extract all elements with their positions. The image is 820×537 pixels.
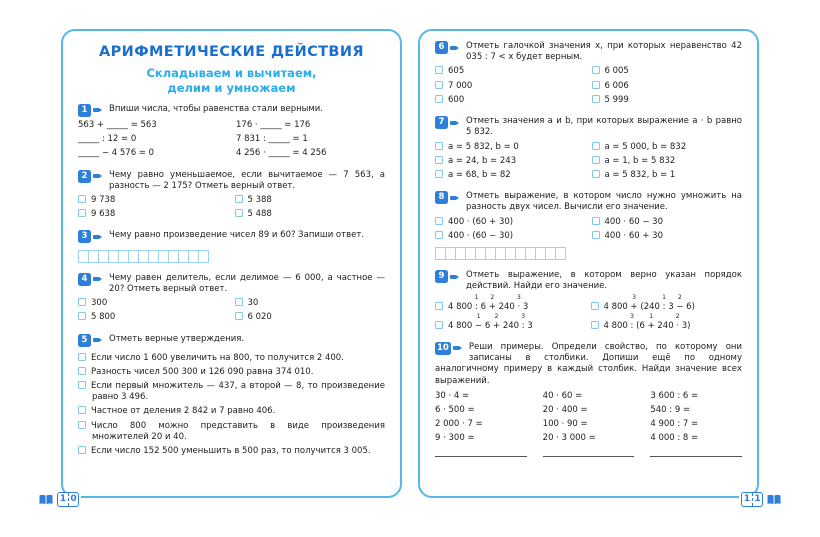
task-5-badge (78, 334, 102, 347)
exercise-columns (435, 387, 742, 457)
task-6-badge (435, 41, 459, 54)
checkbox[interactable] (435, 321, 443, 329)
task-1 (78, 104, 385, 160)
exercise[interactable]: 40 · 60 = (542, 390, 583, 401)
page-number-digit: 1 (752, 493, 762, 506)
pencil-icon (450, 121, 459, 125)
options-column (78, 195, 229, 220)
order-digit: 2 (677, 294, 682, 301)
right-page-footer (739, 492, 784, 507)
options-column (592, 217, 743, 242)
expression (603, 294, 695, 312)
checkbox[interactable] (591, 302, 599, 310)
checkbox[interactable] (78, 353, 86, 361)
answer-cells-row[interactable] (78, 247, 385, 263)
term: 3) (681, 320, 691, 331)
term: 4 800 (448, 320, 473, 331)
page-number-digit: 0 (68, 493, 78, 506)
option-label: 9 738 (91, 194, 116, 205)
option-label: 5 488 (247, 209, 272, 220)
statement-list (78, 347, 385, 458)
task-text: Отметь выражение, в котором число нужно умножить на разность двух чисел. Вычисли его значение. (466, 191, 742, 213)
task-6 (435, 41, 742, 106)
answer-line[interactable] (543, 448, 635, 457)
order-digit: 1 (649, 313, 654, 321)
task-number: 9 (435, 270, 448, 283)
checkbox[interactable] (78, 298, 86, 306)
checkbox[interactable] (78, 209, 86, 217)
answer-options (78, 295, 385, 323)
statement-option[interactable] (78, 353, 385, 364)
option-label: 30 (247, 298, 259, 309)
checkbox[interactable] (592, 170, 600, 178)
option-label: 400 · (60 − 30) (448, 230, 514, 241)
answer-option[interactable] (435, 217, 586, 228)
option-label: 605 (448, 66, 465, 77)
answer-option[interactable] (592, 217, 743, 228)
checkbox[interactable] (435, 81, 443, 89)
answer-option[interactable] (235, 298, 386, 309)
checkbox[interactable] (78, 381, 86, 389)
term: 4 800 (448, 301, 473, 312)
task-10 (435, 342, 742, 457)
order-digit: 1 (474, 294, 479, 301)
option-label: a = 24, b = 243 (448, 155, 517, 166)
operator-sign: + (630, 301, 638, 312)
answer-option[interactable] (78, 298, 229, 309)
answer-cell[interactable] (198, 250, 209, 263)
operator-sign: : (630, 320, 634, 331)
task-8-badge (435, 191, 459, 204)
option-label: 400 · (60 + 30) (448, 216, 514, 227)
statement-option[interactable] (78, 381, 385, 403)
checkbox[interactable] (592, 231, 600, 239)
answer-option[interactable] (235, 195, 386, 206)
left-page (61, 29, 402, 498)
statement-label: Если первый множитель — 437, а второй — 8, то произведение равно 3 496. (91, 380, 385, 403)
option-label: a = 5 832, b = 0 (448, 141, 519, 152)
order-digit: 3 (521, 313, 526, 321)
checkbox[interactable] (592, 66, 600, 74)
expression-options (435, 293, 742, 332)
checkbox[interactable] (435, 170, 443, 178)
operator (474, 294, 479, 313)
option-label: 6 005 (604, 66, 629, 77)
page-number-digit: 1 (743, 494, 751, 504)
checkbox[interactable] (592, 217, 600, 225)
checkbox[interactable] (435, 217, 443, 225)
statement-label: Частное от деления 2 842 и 7 равно 406. (91, 406, 276, 417)
answer-option[interactable] (592, 170, 743, 181)
task-1-badge (78, 104, 102, 117)
pencil-icon (93, 235, 102, 239)
options-column (435, 217, 586, 242)
checkbox[interactable] (78, 367, 86, 375)
task-4 (78, 273, 385, 324)
page-title: АРИФМЕТИЧЕСКИЕ ДЕЙСТВИЯ (99, 44, 364, 60)
order-digit: 3 (630, 313, 634, 321)
equation-blank[interactable]: 563 + _____ = 563 (78, 119, 157, 130)
task-8 (435, 191, 742, 260)
operator-sign: + (493, 320, 501, 331)
option-label: 6 006 (604, 80, 629, 91)
operator-sign: − (676, 301, 684, 312)
checkbox[interactable] (435, 66, 443, 74)
checkbox[interactable] (78, 312, 86, 320)
task-number: 8 (435, 191, 448, 204)
checkbox[interactable] (235, 195, 243, 203)
pencil-icon (93, 338, 102, 342)
exercise[interactable]: 20 · 3 000 = (542, 433, 596, 444)
task-number: 5 (78, 334, 91, 347)
term: (6 (636, 320, 645, 331)
pencil-icon (450, 196, 459, 200)
checkbox[interactable] (235, 209, 243, 217)
operator (676, 294, 684, 313)
term: 6) (686, 301, 695, 312)
task-number: 6 (435, 41, 448, 54)
term: 3 (668, 301, 674, 312)
task-number: 7 (435, 116, 448, 129)
exercise[interactable]: 20 · 400 = (542, 405, 588, 416)
operator (493, 313, 501, 332)
task-text: Чему равно уменьшаемое, если вычитаемое — 7 563, а разность — 2 175? Отметь верный ответ. (109, 169, 385, 191)
answer-option[interactable] (592, 81, 743, 92)
operator (647, 313, 655, 332)
option-label: 400 · 60 − 30 (604, 216, 663, 227)
answer-option[interactable] (435, 66, 586, 77)
term: 3 (522, 301, 529, 312)
task-number: 1 (78, 104, 91, 117)
operator-sign: : (475, 301, 478, 312)
answer-option[interactable] (235, 312, 386, 323)
checkbox[interactable] (592, 95, 600, 103)
equation-blank[interactable]: 7 831 : _____ = 1 (236, 134, 308, 145)
order-digit: 3 (516, 294, 521, 301)
options-column (78, 298, 229, 323)
task-number: 10 (437, 342, 449, 353)
statement-label: Разность чисел 500 300 и 126 090 равна 374 010. (91, 366, 314, 377)
answer-options (435, 214, 742, 242)
order-digit: 1 (476, 313, 481, 321)
operator (516, 294, 521, 313)
answer-option[interactable] (435, 294, 587, 313)
operator-sign: · (517, 301, 521, 312)
checkbox[interactable] (435, 156, 443, 164)
checkbox[interactable] (235, 312, 243, 320)
exercise[interactable]: 2 000 · 7 = (435, 419, 483, 430)
task-text: Впиши числа, чтобы равенства стали верными. (109, 103, 323, 114)
subtitle-line-1: Складываем и вычитаем, (146, 66, 317, 81)
answer-line[interactable] (435, 448, 527, 457)
left-page-footer (36, 492, 81, 507)
options-column (592, 142, 743, 182)
answer-cells-row[interactable] (435, 247, 742, 260)
operator-sign: · (676, 320, 680, 331)
answer-option[interactable] (435, 231, 586, 242)
term: (240 (640, 301, 660, 312)
equation-list (78, 117, 385, 160)
answer-option[interactable] (435, 170, 586, 181)
book-icon (766, 494, 782, 506)
options-column (592, 66, 743, 106)
equation-blank[interactable]: _____ : 12 = 0 (78, 134, 137, 145)
task-7-badge (435, 116, 459, 129)
option-label: 300 (91, 298, 108, 309)
answer-options (78, 192, 385, 220)
exercise[interactable]: 100 · 90 = (542, 419, 588, 430)
operator (488, 294, 496, 313)
page-number (57, 492, 79, 507)
term: 4 800 (603, 320, 628, 331)
statement-option[interactable] (78, 446, 385, 457)
answer-option[interactable] (435, 95, 586, 106)
checkbox[interactable] (435, 302, 443, 310)
answer-options (435, 139, 742, 182)
pencil-icon (453, 346, 462, 350)
exercise[interactable]: 3 600 : 6 = (650, 390, 699, 401)
answer-option[interactable] (592, 142, 743, 153)
operator-sign: − (475, 320, 483, 331)
option-label: a = 68, b = 82 (448, 169, 511, 180)
answer-option[interactable] (435, 313, 587, 332)
exercise-column-2 (543, 391, 635, 457)
task-2-badge (78, 170, 102, 183)
pencil-icon (450, 275, 459, 279)
task-number: 3 (78, 230, 91, 243)
checkbox[interactable] (435, 95, 443, 103)
task-text: Чему равен делитель, если делимое — 6 000, а частное — 20? Отметь верный ответ. (109, 272, 385, 294)
option-label: 5 388 (247, 194, 272, 205)
equation-blank[interactable]: _____ − 4 576 = 0 (78, 148, 155, 159)
task-2 (78, 170, 385, 221)
order-digit: 2 (490, 294, 495, 301)
answer-option[interactable] (592, 156, 743, 167)
right-page (418, 29, 759, 498)
statement-label: Если число 1 600 увеличить на 800, то получится 2 400. (91, 352, 344, 363)
task-number: 2 (78, 170, 91, 183)
pencil-icon (93, 108, 102, 112)
operator-sign: : (521, 320, 525, 331)
operator (475, 313, 483, 332)
operator (662, 294, 666, 313)
answer-option[interactable] (435, 142, 586, 153)
statement-label: Если число 152 500 уменьшить в 500 раз, то получится 3 005. (91, 446, 371, 457)
exercise[interactable]: 30 · 4 = (435, 390, 470, 401)
operator (675, 313, 680, 332)
task-5 (78, 334, 385, 458)
checkbox[interactable] (78, 195, 86, 203)
options-column (435, 66, 586, 106)
options-column (435, 142, 586, 182)
pencil-icon (93, 174, 102, 178)
operator (521, 313, 526, 332)
option-label: 6 020 (247, 312, 272, 323)
subtitle-line-2: делим и умножаем (167, 80, 296, 95)
task-9 (435, 270, 742, 332)
exercise[interactable]: 4 900 : 7 = (650, 419, 699, 430)
options-column (235, 195, 386, 220)
option-label: 7 000 (448, 80, 473, 91)
answer-option[interactable] (435, 156, 586, 167)
answer-option[interactable] (591, 313, 743, 332)
checkbox[interactable] (78, 406, 86, 414)
checkbox[interactable] (592, 142, 600, 150)
exercise[interactable]: 9 · 300 = (435, 433, 475, 444)
task-9-badge (435, 270, 459, 283)
order-digit: 1 (662, 294, 666, 301)
option-label: 400 · 60 + 30 (604, 230, 663, 241)
statement-option[interactable] (78, 406, 385, 417)
task-3-badge (78, 230, 102, 243)
answer-option[interactable] (235, 209, 386, 220)
answer-option[interactable] (592, 66, 743, 77)
task-4-badge (78, 273, 102, 286)
expression (603, 313, 691, 331)
task-text: Чему равно произведение чисел 89 и 60? Запиши ответ. (109, 230, 364, 241)
order-digit: 2 (675, 313, 680, 321)
task-text: Реши примеры. Определи свойство, по которому они записаны в столбики. Допиши ещё по одному аналогичному примеру в каждый столбик. Найди значение всех выражений. (435, 341, 742, 386)
task-10-badge (435, 342, 462, 355)
task-text: Отметь галочкой значения x, при которых неравенство 42 035 : 7 < x будет верным. (466, 41, 742, 63)
order-digit: 2 (494, 313, 499, 321)
operator-sign: + (647, 320, 655, 331)
operator (630, 313, 634, 332)
option-label: 5 800 (91, 312, 116, 323)
answer-option[interactable] (592, 95, 743, 106)
order-digit: 3 (632, 294, 637, 301)
statement-option[interactable] (78, 367, 385, 378)
term: 3 (527, 320, 533, 331)
right-page-content (420, 31, 757, 457)
task-text: Отметь верные утверждения. (109, 333, 245, 344)
pencil-icon (93, 277, 102, 281)
task-text: Отметь выражение, в котором верно указан порядок действий. Найди его значение. (466, 270, 742, 292)
checkbox[interactable] (591, 321, 599, 329)
term: 240 (498, 301, 515, 312)
pencil-icon (450, 46, 459, 50)
statement-option[interactable] (78, 421, 385, 443)
checkbox[interactable] (592, 156, 600, 164)
option-label: a = 5 832, b = 1 (604, 169, 676, 180)
equation-blank[interactable]: 4 256 · _____ = 4 256 (236, 148, 327, 159)
checkbox[interactable] (435, 142, 443, 150)
book-icon (38, 494, 54, 506)
term: 6 (480, 301, 487, 312)
checkbox[interactable] (78, 446, 86, 454)
answer-option[interactable] (78, 209, 229, 220)
answer-option[interactable] (78, 312, 229, 323)
page-number (741, 492, 763, 507)
checkbox[interactable] (78, 421, 86, 429)
equation-blank[interactable]: 176 · _____ = 176 (236, 119, 311, 130)
page-subtitle (78, 66, 385, 95)
operator-sign: + (488, 301, 496, 312)
term: 6 (484, 320, 491, 331)
checkbox[interactable] (592, 81, 600, 89)
answer-option[interactable] (592, 231, 743, 242)
exercise[interactable]: 540 : 9 = (650, 405, 691, 416)
page-number-digit: 1 (59, 494, 67, 504)
term: 240 (657, 320, 674, 331)
checkbox[interactable] (435, 231, 443, 239)
answer-options (435, 63, 742, 106)
answer-option[interactable] (591, 294, 743, 313)
term: 4 800 (603, 301, 628, 312)
option-label: 5 999 (604, 94, 629, 105)
statement-label: Число 800 можно представить в виде произведения множителей 20 и 40. (91, 420, 385, 442)
answer-option[interactable] (78, 195, 229, 206)
exercise-column-1 (435, 391, 527, 457)
exercise[interactable]: 6 · 500 = (435, 405, 475, 416)
expression (448, 313, 533, 331)
expression (448, 294, 529, 312)
option-label: 600 (448, 94, 465, 105)
operator (630, 294, 638, 313)
operator-sign: : (662, 301, 666, 312)
option-label: a = 5 000, b = 832 (604, 141, 687, 152)
task-7 (435, 116, 742, 181)
options-column (235, 298, 386, 323)
term: 240 (502, 320, 520, 331)
task-3 (78, 230, 385, 262)
answer-cell[interactable] (555, 247, 566, 260)
task-number: 4 (78, 273, 91, 286)
exercise[interactable]: 4 000 : 8 = (650, 433, 699, 444)
checkbox[interactable] (235, 298, 243, 306)
exercise-column-3 (650, 391, 742, 457)
answer-line[interactable] (650, 448, 742, 457)
answer-option[interactable] (435, 81, 586, 92)
task-text: Отметь значения a и b, при которых выражение a · b равно 5 832. (466, 116, 742, 138)
option-label: 9 638 (91, 209, 116, 220)
left-page-content (63, 31, 400, 457)
option-label: a = 1, b = 5 832 (604, 155, 676, 166)
